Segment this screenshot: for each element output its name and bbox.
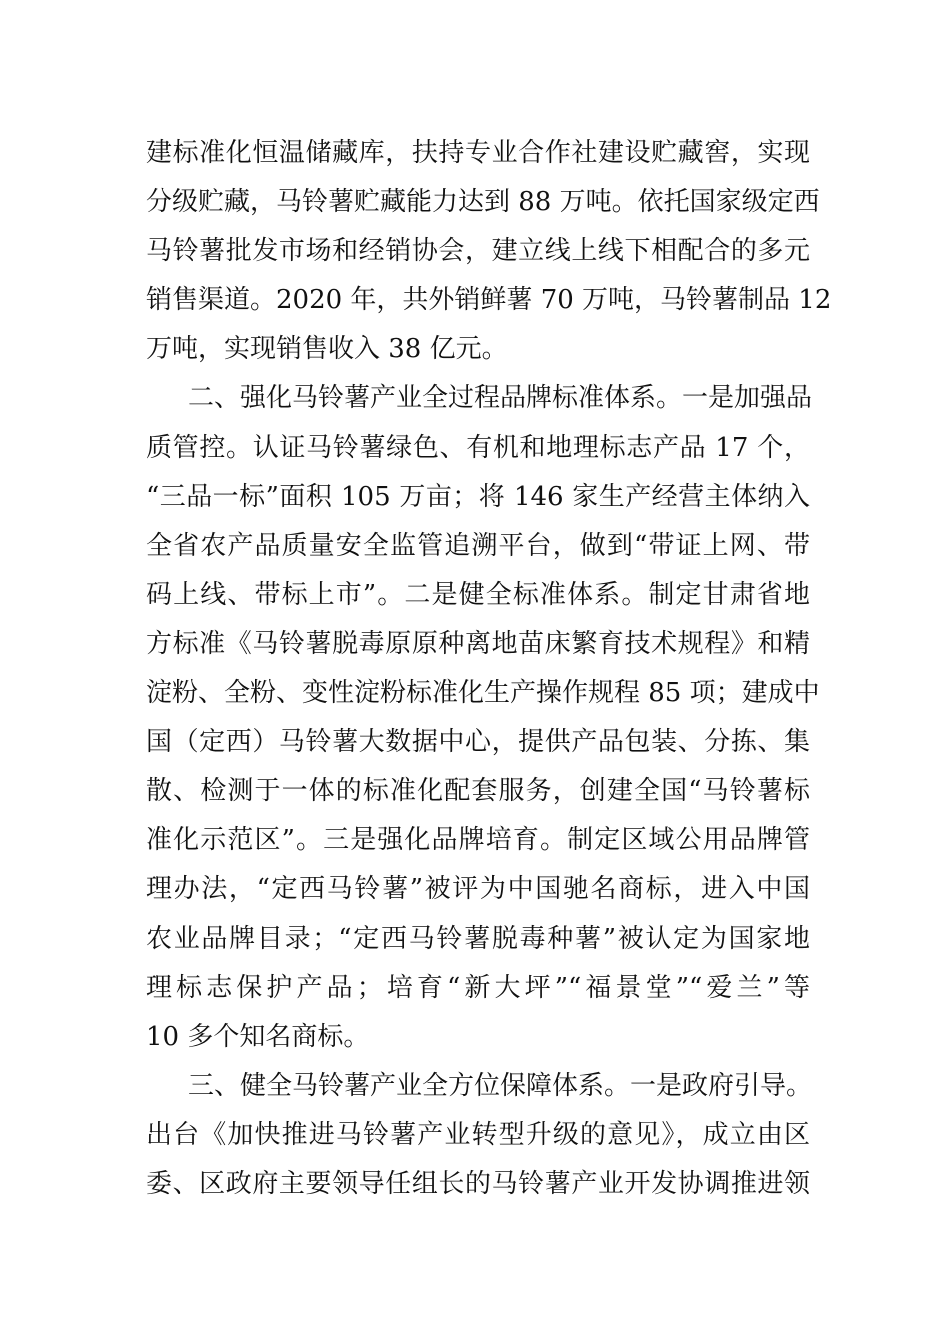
- text-line: 理办法，“定西马铃薯”被评为中国驰名商标，进入中国: [146, 874, 810, 905]
- paragraph-end-line: 10 多个知名商标。: [146, 1021, 370, 1052]
- text-line: 散、检测于一体的标准化配套服务，创建全国“马铃薯标: [146, 776, 810, 807]
- paragraph-heading-line: 三、健全马铃薯产业全方位保障体系。一是政府引导。: [188, 1070, 813, 1101]
- text-line: 全省农产品质量安全监管追溯平台，做到“带证上网、带: [146, 530, 810, 561]
- text-line: 方标准《马铃薯脱毒原原种离地苗床繁育技术规程》和精: [146, 628, 810, 659]
- paragraph-end-line: 万吨，实现销售收入 38 亿元。: [146, 334, 508, 365]
- text-line: 委、区政府主要领导任组长的马铃薯产业开发协调推进领: [146, 1168, 810, 1199]
- text-line: 理标志保护产品；培育“新大坪”“福景堂”“爱兰”等: [146, 972, 810, 1003]
- document-body: [146, 129, 832, 1209]
- text-line: 淀粉、全粉、变性淀粉标准化生产操作规程 85 项；建成中: [146, 678, 820, 709]
- text-line: 准化示范区”。三是强化品牌培育。制定区域公用品牌管: [146, 825, 810, 856]
- text-line: 码上线、带标上市”。二是健全标准体系。制定甘肃省地: [146, 579, 810, 610]
- text-line: 国（定西）马铃薯大数据中心，提供产品包装、分拣、集: [146, 727, 810, 758]
- text-line: 农业品牌目录；“定西马铃薯脱毒种薯”被认定为国家地: [146, 923, 810, 954]
- text-line: 马铃薯批发市场和经销协会，建立线上线下相配合的多元: [146, 236, 810, 267]
- text-line: 分级贮藏，马铃薯贮藏能力达到 88 万吨。依托国家级定西: [146, 187, 820, 218]
- paragraph-heading-line: 二、强化马铃薯产业全过程品牌标准体系。一是加强品: [188, 383, 813, 414]
- text-line: 出台《加快推进马铃薯产业转型升级的意见》，成立由区: [146, 1119, 810, 1150]
- text-line: 建标准化恒温储藏库，扶持专业合作社建设贮藏窖，实现: [146, 138, 810, 168]
- text-line: 质管控。认证马铃薯绿色、有机和地理标志产品 17 个，: [146, 432, 810, 463]
- text-line: 销售渠道。2020 年，共外销鲜薯 70 万吨，马铃薯制品 12: [146, 285, 832, 316]
- text-line: “三品一标”面积 105 万亩；将 146 家生产经营主体纳入: [146, 481, 810, 512]
